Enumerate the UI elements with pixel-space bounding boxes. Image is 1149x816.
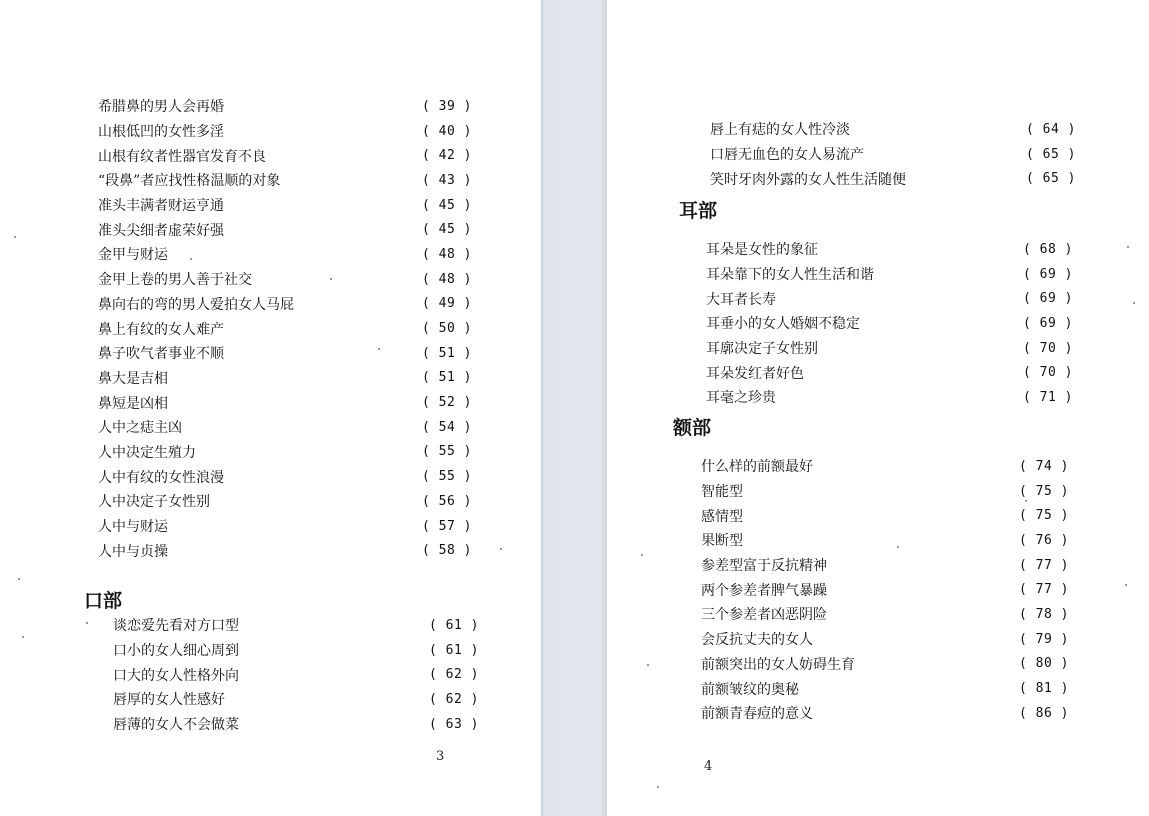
toc-entry [706, 385, 1073, 410]
entry-title: 耳朵是女性的象征 [706, 242, 818, 259]
toc-entry [706, 286, 1073, 311]
entry-page-number: ( 57 ) [422, 518, 472, 534]
entry-title: 金甲与财运 [98, 247, 168, 264]
entry-page-number: ( 74 ) [1019, 458, 1069, 474]
entry-title: 前额皱纹的奥秘 [701, 681, 799, 698]
entry-page-number: ( 75 ) [1019, 508, 1069, 524]
toc-entry [710, 117, 1076, 142]
toc-entry [701, 454, 1069, 479]
scan-speck [647, 664, 649, 666]
scan-speck [22, 636, 24, 638]
entry-page-number: ( 45 ) [422, 197, 472, 213]
scan-speck [1133, 302, 1135, 304]
entry-title: 前额突出的女人妨碍生育 [701, 656, 855, 673]
leader-dots [816, 463, 1016, 469]
toc-entry [98, 217, 472, 242]
entry-page-number: ( 65 ) [1026, 171, 1076, 187]
entry-title: 人中与贞操 [98, 543, 168, 560]
entry-page-number: ( 69 ) [1023, 315, 1073, 331]
toc-entry [706, 360, 1073, 385]
leader-dots [227, 128, 419, 134]
toc-entry [710, 166, 1076, 191]
entry-title: 鼻向右的弯的男人爱拍女人马屁 [98, 296, 294, 313]
entry-title: 参差型富于反抗精神 [701, 558, 827, 575]
toc-entry [98, 168, 472, 193]
leader-dots [171, 548, 419, 554]
leader-dots [779, 394, 1020, 400]
leader-dots [283, 177, 419, 183]
leader-dots [816, 710, 1016, 716]
entry-title: 人中决定子女性别 [98, 494, 210, 511]
entry-page-number: ( 42 ) [422, 148, 472, 164]
toc-entry [113, 662, 479, 687]
leader-dots [171, 251, 419, 257]
entry-page-number: ( 77 ) [1019, 582, 1069, 598]
leader-dots [821, 345, 1020, 351]
entry-page-number: ( 77 ) [1019, 557, 1069, 573]
leader-dots [227, 103, 419, 109]
leader-dots [746, 513, 1016, 519]
page-gutter [541, 0, 607, 816]
entry-page-number: ( 45 ) [422, 222, 472, 238]
entry-page-number: ( 51 ) [422, 345, 472, 361]
entry-page-number: ( 48 ) [422, 271, 472, 287]
leader-dots [171, 375, 419, 381]
entry-title: 山根有纹者性器官发育不良 [98, 148, 266, 165]
leader-dots [830, 562, 1016, 568]
entry-page-number: ( 65 ) [1026, 146, 1076, 162]
entry-page-number: ( 43 ) [422, 172, 472, 188]
leader-dots [227, 326, 419, 332]
entry-title: 人中之痣主凶 [98, 420, 182, 437]
toc-entry [701, 479, 1069, 504]
entry-page-number: ( 52 ) [422, 395, 472, 411]
entry-page-number: ( 61 ) [429, 642, 479, 658]
entry-page-number: ( 49 ) [422, 296, 472, 312]
entry-title: 耳垂小的女人婚姻不稳定 [706, 316, 860, 333]
scan-speck [500, 548, 502, 550]
toc-entry [706, 262, 1073, 287]
leader-dots [807, 370, 1020, 376]
entry-page-number: ( 64 ) [1026, 121, 1076, 137]
entry-title: 准头丰满者财运亨通 [98, 198, 224, 215]
entry-page-number: ( 70 ) [1023, 340, 1073, 356]
entry-title: 口大的女人性格外向 [113, 667, 239, 684]
page-number: 3 [436, 749, 445, 764]
scan-speck [1125, 584, 1127, 586]
entry-title: 耳廓决定子女性别 [706, 341, 818, 358]
toc-entry [98, 119, 472, 144]
leader-dots [227, 350, 419, 356]
entry-title: 三个参差者凶恶阴险 [701, 607, 827, 624]
toc-entry [113, 687, 479, 712]
leader-dots [297, 301, 419, 307]
page-number: 4 [704, 759, 713, 774]
leader-dots [830, 611, 1016, 617]
leader-dots [199, 449, 419, 455]
leader-dots [830, 587, 1016, 593]
left-page [0, 0, 541, 816]
entry-page-number: ( 69 ) [1023, 291, 1073, 307]
leader-dots [802, 686, 1016, 692]
leader-dots [227, 202, 419, 208]
entry-title: 希腊鼻的男人会再婚 [98, 99, 224, 116]
entry-title: 智能型 [701, 484, 743, 501]
leader-dots [877, 271, 1020, 277]
entry-title: 准头尖细者虚荣好强 [98, 222, 224, 239]
toc-entry [706, 311, 1073, 336]
toc-entry [98, 267, 472, 292]
toc-list [701, 454, 1069, 726]
toc-entry [98, 366, 472, 391]
entry-title: 鼻短是凶相 [98, 395, 168, 412]
entry-title: 感情型 [701, 508, 743, 525]
entry-page-number: ( 68 ) [1023, 241, 1073, 257]
leader-dots [227, 474, 419, 480]
scan-speck [1127, 246, 1129, 248]
entry-title: 谈恋爱先看对方口型 [113, 618, 239, 635]
toc-entry [98, 440, 472, 465]
entry-page-number: ( 55 ) [422, 444, 472, 460]
entry-title: 人中决定生殖力 [98, 444, 196, 461]
scan-speck [330, 278, 332, 280]
entry-page-number: ( 55 ) [422, 469, 472, 485]
entry-page-number: ( 71 ) [1023, 389, 1073, 405]
entry-title: 人中有纹的女性浪漫 [98, 469, 224, 486]
entry-page-number: ( 56 ) [422, 493, 472, 509]
entry-page-number: ( 80 ) [1019, 656, 1069, 672]
toc-entry [701, 553, 1069, 578]
leader-dots [746, 488, 1016, 494]
toc-entry [98, 292, 472, 317]
toc-entry [98, 489, 472, 514]
toc-entry [98, 390, 472, 415]
entry-page-number: ( 54 ) [422, 419, 472, 435]
entry-title: 果断型 [701, 533, 743, 550]
leader-dots [171, 400, 419, 406]
section-heading-mouth: 口部 [84, 590, 123, 612]
scan-speck [378, 348, 380, 350]
scan-speck [14, 236, 16, 238]
toc-entry [706, 237, 1073, 262]
entry-title: 耳毫之珍贵 [706, 390, 776, 407]
leader-dots [213, 498, 419, 504]
toc-entry [98, 464, 472, 489]
toc-list [113, 613, 479, 736]
entry-page-number: ( 39 ) [422, 98, 472, 114]
entry-title: 唇厚的女人性感好 [113, 692, 225, 709]
toc-entry [98, 316, 472, 341]
toc-entry [98, 415, 472, 440]
entry-page-number: ( 61 ) [429, 617, 479, 633]
leader-dots [255, 276, 419, 282]
toc-entry [98, 193, 472, 218]
entry-page-number: ( 63 ) [429, 716, 479, 732]
entry-title: 耳朵靠下的女人性生活和谐 [706, 267, 874, 284]
entry-page-number: ( 70 ) [1023, 365, 1073, 381]
leader-dots [863, 320, 1020, 326]
entry-page-number: ( 81 ) [1019, 681, 1069, 697]
toc-entry [701, 577, 1069, 602]
scan-speck [18, 578, 20, 580]
toc-list [710, 117, 1076, 191]
toc-entry [701, 602, 1069, 627]
entry-page-number: ( 58 ) [422, 543, 472, 559]
entry-title: 大耳者长寿 [706, 291, 776, 308]
scan-speck [190, 258, 192, 260]
entry-title: 口唇无血色的女人易流产 [710, 147, 864, 164]
entry-title: 口小的女人细心周到 [113, 643, 239, 660]
entry-title: “段鼻”者应找性格温顺的对象 [98, 173, 281, 190]
scan-speck [641, 554, 643, 556]
toc-entry [710, 142, 1076, 167]
toc-entry [98, 514, 472, 539]
entry-page-number: ( 51 ) [422, 370, 472, 386]
toc-entry [701, 627, 1069, 652]
entry-title: 唇上有痣的女人性冷淡 [710, 122, 850, 139]
leader-dots [858, 661, 1016, 667]
section-heading-forehead: 额部 [673, 417, 712, 439]
entry-page-number: ( 86 ) [1019, 705, 1069, 721]
toc-entry [98, 242, 472, 267]
toc-entry [113, 712, 479, 737]
toc-entry [113, 638, 479, 663]
entry-page-number: ( 69 ) [1023, 266, 1073, 282]
scan-speck [657, 786, 659, 788]
toc-entry [98, 94, 472, 119]
leader-dots [185, 424, 419, 430]
entry-title: 笑时牙肉外露的女人性生活随便 [710, 171, 906, 188]
leader-dots [853, 126, 1023, 132]
toc-entry [701, 676, 1069, 701]
entry-title: 什么样的前额最好 [701, 459, 813, 476]
entry-page-number: ( 40 ) [422, 123, 472, 139]
leader-dots [242, 721, 426, 727]
entry-title: 鼻大是吉相 [98, 370, 168, 387]
toc-entry [98, 341, 472, 366]
leader-dots [242, 622, 426, 628]
entry-title: 鼻上有纹的女人难产 [98, 321, 224, 338]
leader-dots [242, 672, 426, 678]
entry-page-number: ( 78 ) [1019, 606, 1069, 622]
toc-entry [701, 701, 1069, 726]
leader-dots [746, 537, 1016, 543]
leader-dots [269, 153, 419, 159]
toc-list [98, 94, 472, 563]
leader-dots [821, 246, 1020, 252]
leader-dots [779, 296, 1020, 302]
leader-dots [227, 227, 419, 233]
section-heading-ear: 耳部 [679, 200, 718, 222]
entry-page-number: ( 50 ) [422, 321, 472, 337]
leader-dots [909, 176, 1023, 182]
entry-page-number: ( 62 ) [429, 667, 479, 683]
leader-dots [228, 696, 426, 702]
toc-entry [98, 143, 472, 168]
scan-speck [1025, 500, 1027, 502]
toc-entry [113, 613, 479, 638]
entry-page-number: ( 62 ) [429, 691, 479, 707]
scan-speck [86, 622, 88, 624]
toc-entry [701, 528, 1069, 553]
leader-dots [242, 647, 426, 653]
toc-entry [701, 503, 1069, 528]
leader-dots [816, 636, 1016, 642]
entry-page-number: ( 75 ) [1019, 483, 1069, 499]
entry-title: 山根低凹的女性多淫 [98, 124, 224, 141]
entry-title: 前额青春痘的意义 [701, 706, 813, 723]
toc-list [706, 237, 1073, 410]
entry-page-number: ( 76 ) [1019, 532, 1069, 548]
toc-entry [98, 538, 472, 563]
entry-page-number: ( 48 ) [422, 246, 472, 262]
entry-title: 耳朵发红者好色 [706, 365, 804, 382]
entry-title: 会反抗丈夫的女人 [701, 632, 813, 649]
entry-title: 唇薄的女人不会做菜 [113, 717, 239, 734]
entry-page-number: ( 79 ) [1019, 631, 1069, 647]
entry-title: 鼻子吹气者事业不顺 [98, 346, 224, 363]
entry-title: 两个参差者脾气暴躁 [701, 582, 827, 599]
entry-title: 金甲上卷的男人善于社交 [98, 272, 252, 289]
leader-dots [171, 523, 419, 529]
toc-entry [701, 652, 1069, 677]
entry-title: 人中与财运 [98, 519, 168, 536]
toc-entry [706, 336, 1073, 361]
scan-speck [897, 546, 899, 548]
right-page [607, 0, 1149, 816]
leader-dots [867, 151, 1023, 157]
